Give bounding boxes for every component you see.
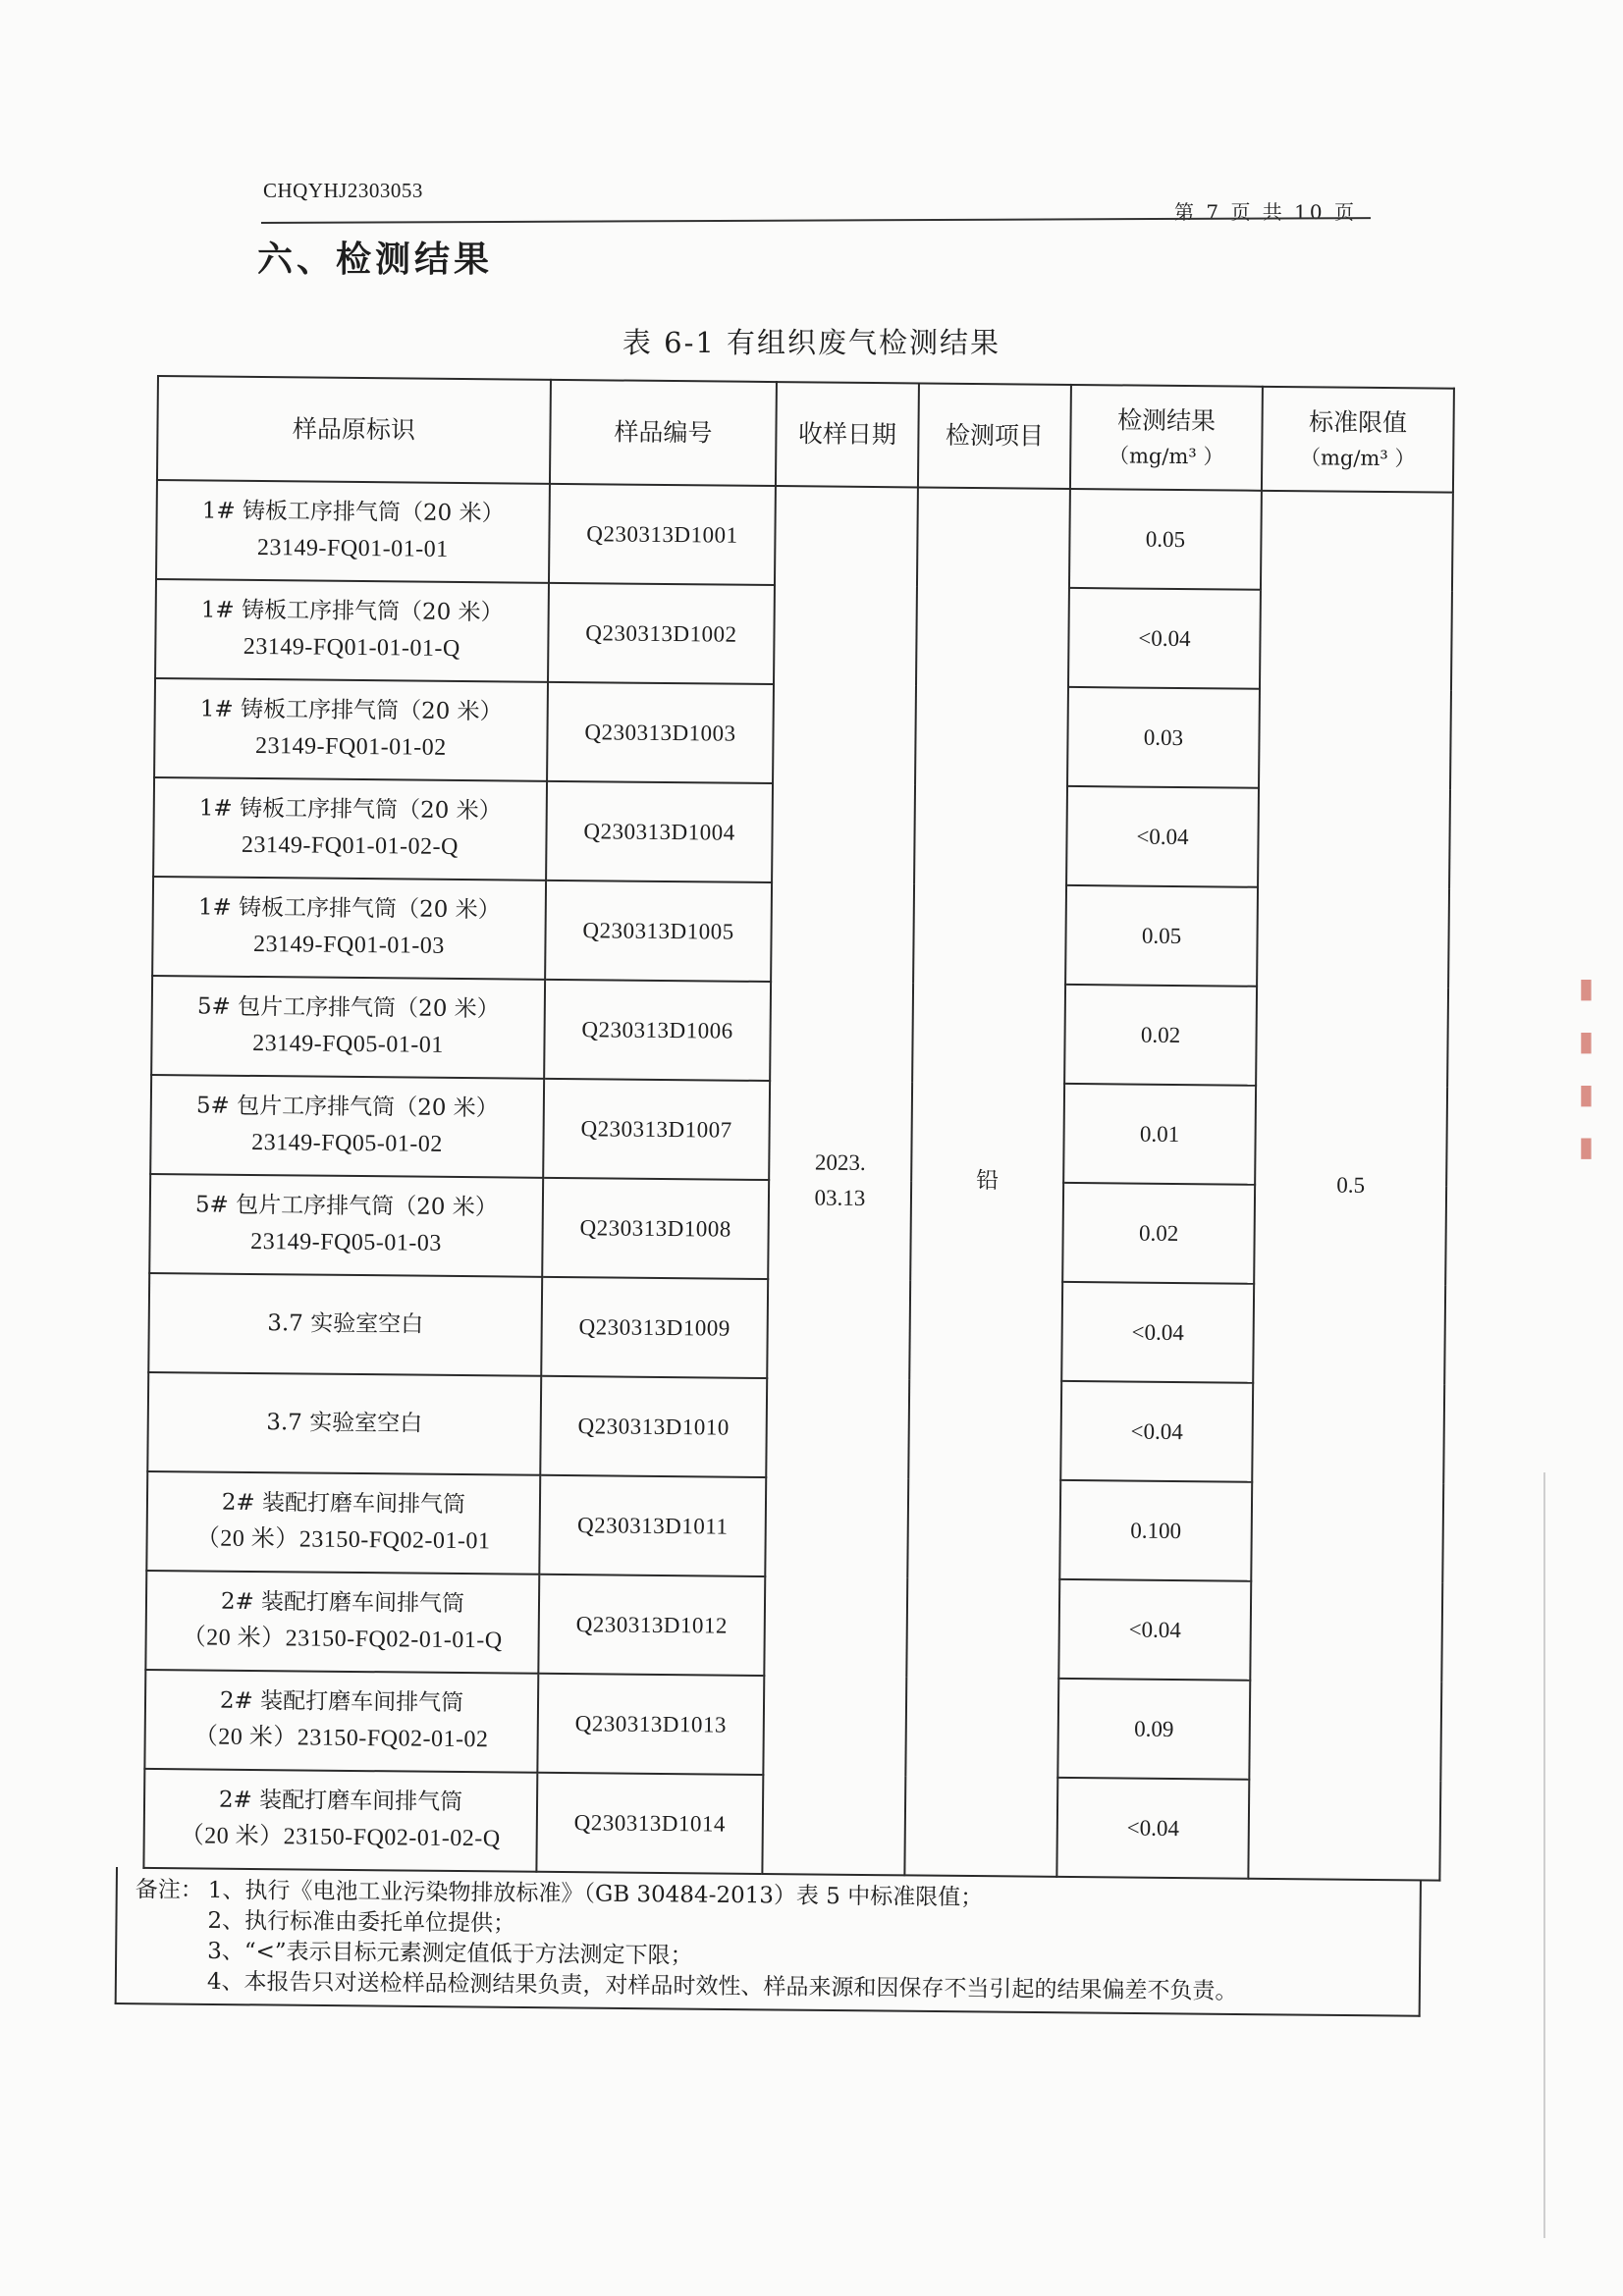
cell-result: 0.02 [1062,1183,1255,1284]
note-item: 3、“<”表示目标元素测定值低于方法测定下限； [207,1938,693,1969]
scan-edge-line [1543,1472,1545,2238]
header-result [1070,385,1263,491]
sample-label-line1: 1# 铸板工序排气筒（20 米） [197,894,501,924]
sample-label-line1: 1# 铸板工序排气筒（20 米） [198,795,502,825]
cell-sample-label [152,877,546,980]
sample-label-line1: 1# 铸板工序排气筒（20 米） [199,696,503,725]
sample-label-line2: 23149-FQ01-01-03 [252,931,445,959]
sample-label-line1: 3.7 实验室空白 [266,1409,423,1437]
cell-result: 0.100 [1059,1480,1252,1581]
sample-label-line2: 23149-FQ05-01-01 [252,1030,444,1058]
table-caption: 表 6-1 有组织废气检测结果 [622,326,1001,359]
cell-sample-label [149,1174,543,1277]
cell-result: 0.09 [1057,1679,1250,1780]
cell-sample-label [155,579,549,682]
sample-label-line1: 1# 铸板工序排气筒（20 米） [201,498,505,527]
cell-result: 0.01 [1063,1084,1256,1185]
sample-label-line2: 23149-FQ01-01-02-Q [241,831,460,860]
cell-result: 0.03 [1067,687,1260,788]
cell-sample-id: Q230313D1001 [549,484,776,585]
header-limit [1262,387,1454,493]
header-limit-unit: （mg/m³ ） [1299,446,1416,471]
sample-label-line1: 5# 包片工序排气筒（20 米） [195,1093,499,1122]
cell-sample-id: Q230313D1006 [544,980,771,1081]
sample-label-line1: 2# 装配打磨车间排气筒 [218,1787,463,1816]
cell-test-item: 铅 [904,487,1070,1876]
sample-label-line2: 23149-FQ01-01-02 [254,732,447,761]
cell-result: 0.02 [1064,985,1257,1086]
cell-sample-label [156,480,550,583]
sample-label-line2: （20 米）23150-FQ02-01-02-Q [180,1823,501,1852]
cell-sample-label [144,1670,538,1773]
sample-label-line2: 23149-FQ01-01-01-Q [243,633,460,662]
note-item: 4、本报告只对送检样品检测结果负责，对样品时效性、样品来源和因保存不当引起的结果偏差不负责。 [206,1968,1238,2004]
sample-label-line2: 23149-FQ01-01-01 [256,534,449,562]
header-result-title: 检测结果 [1116,405,1217,436]
table-header-row [157,376,1454,493]
cell-sample-id: Q230313D1007 [543,1079,770,1180]
cell-result: <0.04 [1060,1381,1253,1482]
section-title: 六、检测结果 [257,239,494,280]
sample-label-line1: 3.7 实验室空白 [267,1309,424,1338]
report-code: CHQYHJ2303053 [263,179,423,202]
cell-sample-label [153,777,547,881]
header-sample-label: 样品原标识 [157,376,551,484]
sample-label-line2: 23149-FQ05-01-02 [251,1129,443,1157]
sample-label-line1: 5# 包片工序排气筒（20 米） [194,1192,498,1221]
notes-box [115,1867,1422,2017]
date-line2: 03.13 [814,1185,866,1210]
cell-sample-id: Q230313D1010 [540,1376,767,1477]
header-date: 收样日期 [776,382,919,487]
results-table [142,375,1455,1882]
notes-label: 备注： [135,1877,203,1903]
cell-result: 0.05 [1069,489,1262,590]
cell-receive-date [762,486,918,1875]
cell-sample-id: Q230313D1013 [537,1674,764,1775]
seal-stamp-fragment: ▮ ▮ ▮ ▮ [1570,972,1602,1169]
header-result-unit: （mg/m³ ） [1108,444,1224,469]
sample-label-line2: （20 米）23150-FQ02-01-01-Q [182,1625,503,1654]
cell-sample-label [143,1769,537,1872]
sample-label-line2: （20 米）23150-FQ02-01-01 [195,1525,491,1555]
cell-result: <0.04 [1066,786,1259,887]
header-item: 检测项目 [918,383,1071,488]
cell-sample-label [146,1471,540,1575]
cell-sample-id: Q230313D1014 [536,1773,763,1874]
cell-sample-label [148,1273,542,1376]
sample-label-line2: 23149-FQ05-01-03 [250,1228,442,1256]
cell-sample-label [151,976,545,1079]
cell-sample-label [154,678,548,781]
sample-label-line2: （20 米）23150-FQ02-01-02 [193,1724,489,1753]
cell-result: 0.05 [1065,885,1258,987]
cell-sample-label [145,1571,539,1674]
cell-sample-id: Q230313D1004 [546,781,773,882]
cell-result: <0.04 [1058,1579,1251,1681]
sample-label-line1: 2# 装配打磨车间排气筒 [220,1588,465,1618]
date-line1: 2023. [814,1149,866,1176]
cell-result: <0.04 [1068,588,1261,689]
cell-sample-id: Q230313D1003 [547,682,774,783]
sample-label-line1: 2# 装配打磨车间排气筒 [219,1687,464,1717]
table-body [143,480,1453,1881]
sample-label-line1: 5# 包片工序排气筒（20 米） [196,993,500,1023]
cell-sample-id: Q230313D1002 [548,583,775,684]
sample-label-line1: 1# 铸板工序排气筒（20 米） [200,597,504,626]
header-sample-id: 样品编号 [550,380,777,486]
cell-result: <0.04 [1056,1778,1249,1879]
header-limit-title: 标准限值 [1308,407,1408,438]
cell-standard-limit: 0.5 [1248,491,1453,1881]
cell-sample-id: Q230313D1012 [538,1575,765,1676]
cell-sample-id: Q230313D1009 [541,1277,768,1378]
notes-list [207,1876,1416,2009]
page-number: 第 7 页 共 10 页 [1174,200,1357,224]
note-item: 1、执行《电池工业污染物排放标准》（GB 30484-2013）表 5 中标准限值； [207,1877,984,1911]
cell-sample-id: Q230313D1011 [539,1475,766,1576]
note-item: 2、执行标准由委托单位提供； [207,1907,516,1937]
cell-sample-label [147,1372,541,1475]
sample-label-line1: 2# 装配打磨车间排气筒 [221,1489,466,1519]
cell-sample-id: Q230313D1005 [545,881,772,982]
cell-sample-id: Q230313D1008 [542,1178,769,1279]
cell-sample-label [150,1075,544,1178]
table-row [156,480,1453,592]
cell-result: <0.04 [1061,1282,1254,1383]
